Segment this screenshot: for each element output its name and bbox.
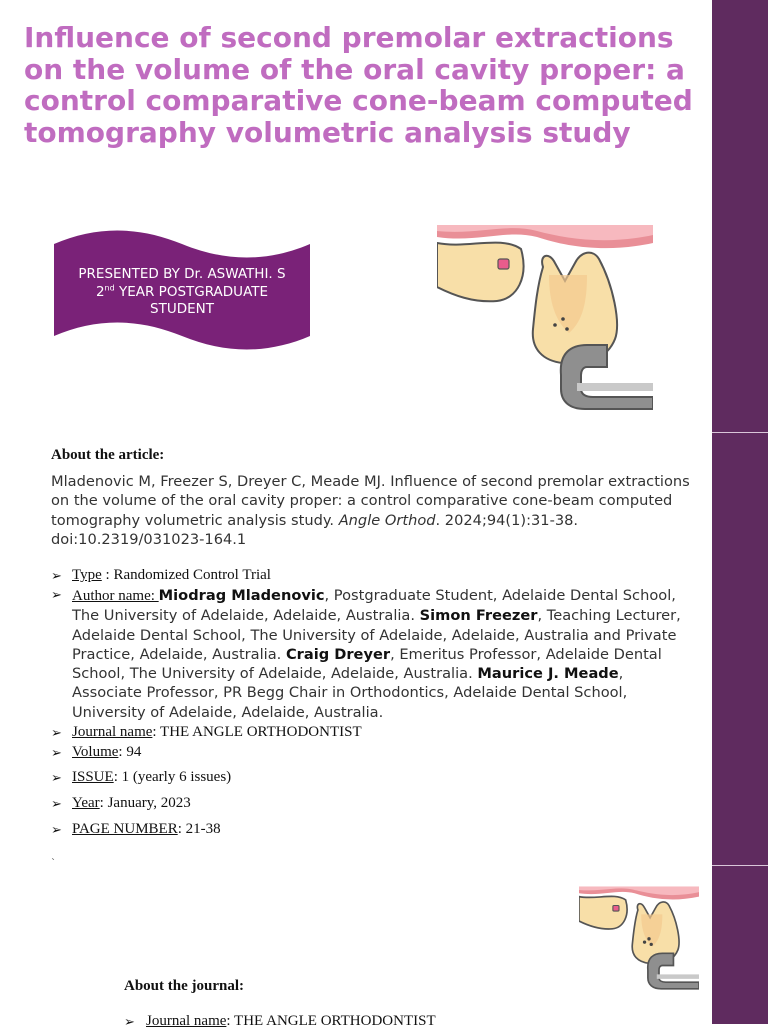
arrow-bullet-icon: ➢ (51, 568, 62, 583)
tooth-extraction-illustration-small (579, 886, 699, 990)
arrow-bullet-icon: ➢ (51, 822, 62, 838)
list-item-page-number: ➢ PAGE NUMBER: 21-38 (51, 821, 221, 838)
list-item-journal-name: ➢ Journal name: THE ANGLE ORTHODONTIST (124, 1013, 436, 1029)
page-title: Influence of second premolar extractions on the volume of the oral cavity proper: a control comparative cone-beam computed tomography volumetric analysis study (24, 21, 693, 149)
stray-mark: ` (51, 858, 56, 869)
author-name: Maurice J. Meade (477, 665, 619, 683)
arrow-bullet-icon: ➢ (51, 796, 62, 812)
arrow-bullet-icon: ➢ (51, 725, 62, 741)
author-name: Miodrag Mladenovic (158, 587, 325, 604)
about-journal-heading: About the journal: (124, 978, 245, 994)
tooth-extraction-illustration (437, 225, 653, 410)
arrow-bullet-icon: ➢ (124, 1014, 135, 1029)
presenter-role: STUDENT (150, 301, 214, 317)
arrow-bullet-icon: ➢ (51, 588, 62, 603)
list-item-journal: ➢ Journal name: THE ANGLE ORTHODONTIST (51, 724, 362, 741)
arrow-bullet-icon: ➢ (51, 745, 62, 761)
list-item-year: ➢ Year: January, 2023 (51, 795, 191, 812)
journal-details-list (124, 1012, 684, 1031)
list-item-authors: ➢ Author name: Miodrag Mladenovic, Postgraduate Student, Adelaide Dental School, The University of Adelaide, Adelaide, Australia. Simon Freezer, Teaching Lecturer, Adelaide Dental School, The University of Adelaide, Adelaide, Australia and Private Practice, Adelaide, Australia. Craig Dreyer, Emeritus Professor, Adelaide Dental School, The University of Adelaide, Adelaide, Australia. Maurice J. Meade, Associate Professor, PR Begg Chair in Orthodontics, Adelaide Dental School, University of Adelaide, Adelaide, Australia. (51, 587, 681, 721)
side-bar-divider (712, 865, 768, 866)
list-item-volume: ➢ Volume: 94 (51, 744, 142, 761)
author-name: Simon Freezer (419, 607, 538, 625)
list-item-issue: ➢ ISSUE: 1 (yearly 6 issues) (51, 769, 232, 786)
article-citation: Mladenovic M, Freezer S, Dreyer C, Meade MJ. Influence of second premolar extractions on the volume of the oral cavity proper: a control comparative cone-beam computed tomography volumetric analysis study. Angle Orthod. 2024;94(1):31-38. doi:10.2319/031023-164.1 (51, 473, 690, 548)
article-details-list (51, 566, 691, 839)
list-item-type: ➢ Type : Randomized Control Trial (51, 567, 271, 583)
presenter-banner (54, 230, 310, 352)
side-bar (712, 0, 768, 1024)
side-bar-divider (712, 432, 768, 433)
presenter-year: 2nd YEAR POSTGRADUATE (95, 283, 269, 300)
author-name: Craig Dreyer (285, 645, 391, 663)
about-article-heading: About the article: (51, 447, 165, 463)
presenter-name: PRESENTED BY Dr. ASWATHI. S (78, 266, 286, 282)
arrow-bullet-icon: ➢ (51, 770, 62, 786)
